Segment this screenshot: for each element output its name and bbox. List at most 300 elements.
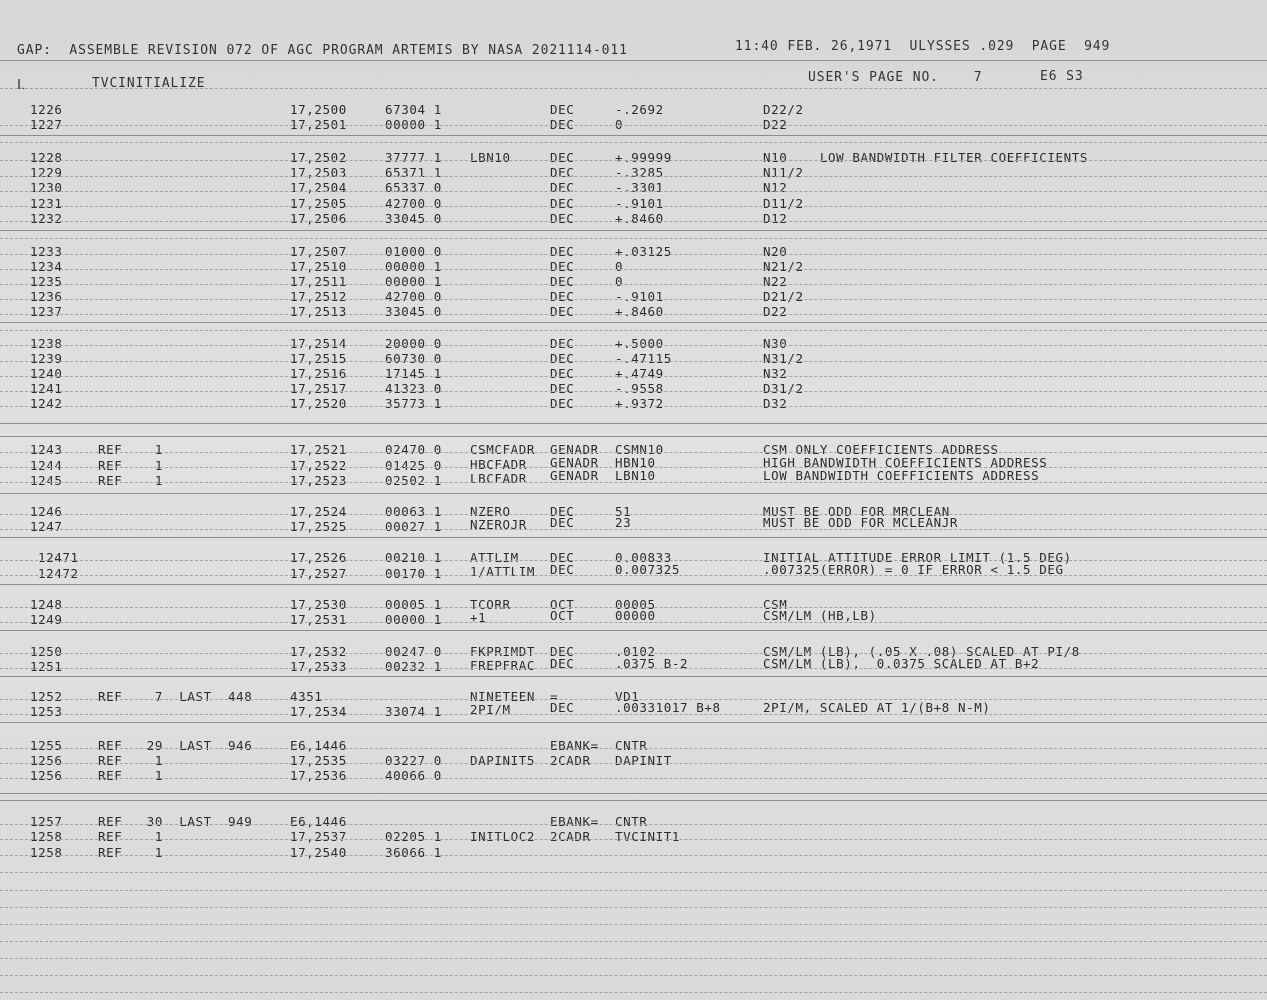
line-operand: +.99999 bbox=[615, 150, 672, 165]
line-label: FREPFRAC bbox=[470, 658, 536, 673]
line-op: DEC bbox=[550, 366, 575, 381]
line-op: GENADR bbox=[550, 468, 599, 483]
line-addr: 17,2523 bbox=[290, 473, 347, 488]
line-label: LBN10 bbox=[470, 150, 511, 165]
line-ref: REF 1 bbox=[98, 458, 164, 473]
form-dashed-rule bbox=[0, 254, 1267, 255]
line-code: 37777 1 bbox=[385, 150, 442, 165]
line-operand: CSMN10 bbox=[615, 442, 664, 457]
line-ref: REF 1 bbox=[98, 829, 164, 844]
line-ref: REF 1 bbox=[98, 845, 164, 860]
form-rule bbox=[0, 537, 1267, 538]
line-operand: .00331017 B+8 bbox=[615, 700, 721, 715]
line-op: DEC bbox=[550, 259, 575, 274]
line-addr: 17,2505 bbox=[290, 196, 347, 211]
form-dashed-rule bbox=[0, 872, 1267, 873]
line-addr: 17,2503 bbox=[290, 165, 347, 180]
line-operand: 51 bbox=[615, 504, 632, 519]
form-dashed-rule bbox=[0, 924, 1267, 925]
line-addr: 17,2504 bbox=[290, 180, 347, 195]
listing-line bbox=[0, 181, 1267, 196]
line-addr: 17,2501 bbox=[290, 117, 347, 132]
line-operand: +.5000 bbox=[615, 336, 664, 351]
line-operand: -.47115 bbox=[615, 351, 672, 366]
form-rule bbox=[0, 436, 1267, 437]
line-line: 1246 bbox=[30, 504, 63, 519]
line-op: DEC bbox=[550, 351, 575, 366]
listing-line bbox=[0, 754, 1267, 769]
listing-line bbox=[0, 382, 1267, 397]
line-line: 1253 bbox=[30, 704, 63, 719]
form-dashed-rule bbox=[0, 763, 1267, 764]
form-dashed-rule bbox=[0, 748, 1267, 749]
line-op: DEC bbox=[550, 656, 575, 671]
line-code: 00000 1 bbox=[385, 259, 442, 274]
line-comment: N20 bbox=[763, 244, 788, 259]
line-addr: E6,1446 bbox=[290, 738, 347, 753]
line-label: +1 bbox=[470, 610, 487, 625]
line-line: 1229 bbox=[30, 165, 63, 180]
line-comment: CSM/LM (LB), 0.0375 SCALED AT B+2 bbox=[763, 656, 1040, 671]
line-op: DEC bbox=[550, 644, 575, 659]
form-dashed-rule bbox=[0, 191, 1267, 192]
form-dashed-rule bbox=[0, 176, 1267, 177]
line-code: 65371 1 bbox=[385, 165, 442, 180]
form-dashed-rule bbox=[0, 314, 1267, 315]
form-dashed-rule bbox=[0, 142, 1267, 143]
line-ref: REF 29 LAST 946 bbox=[98, 738, 253, 753]
listing-line bbox=[0, 352, 1267, 367]
form-dashed-rule bbox=[0, 391, 1267, 392]
listing-header-left: GAP: ASSEMBLE REVISION 072 OF AGC PROGRAM ARTEMIS BY NASA 2021114-011 bbox=[17, 43, 628, 58]
form-rule bbox=[0, 676, 1267, 677]
line-label: 2PI/M bbox=[470, 702, 511, 717]
line-addr: 17,2521 bbox=[290, 442, 347, 457]
form-rule bbox=[0, 423, 1267, 424]
line-op: DEC bbox=[550, 274, 575, 289]
listing-line bbox=[0, 397, 1267, 412]
line-code: 42700 0 bbox=[385, 196, 442, 211]
line-op: DEC bbox=[550, 515, 575, 530]
line-line: 1256 bbox=[30, 753, 63, 768]
line-op: DEC bbox=[550, 165, 575, 180]
line-addr: 17,2510 bbox=[290, 259, 347, 274]
line-operand: DAPINIT bbox=[615, 753, 672, 768]
line-addr: 17,2520 bbox=[290, 396, 347, 411]
line-op: DEC bbox=[550, 211, 575, 226]
listing-line bbox=[0, 830, 1267, 845]
listing-line bbox=[0, 739, 1267, 754]
line-op: DEC bbox=[550, 304, 575, 319]
line-op: EBANK= bbox=[550, 814, 599, 829]
line-code: 36066 1 bbox=[385, 845, 442, 860]
line-code: 00005 1 bbox=[385, 597, 442, 612]
line-line: 1238 bbox=[30, 336, 63, 351]
line-code: 00170 1 bbox=[385, 566, 442, 581]
line-addr: 4351 bbox=[290, 689, 323, 704]
form-dashed-rule bbox=[0, 778, 1267, 779]
line-operand: 0 bbox=[615, 274, 624, 289]
form-dashed-rule bbox=[0, 299, 1267, 300]
line-label: HBCFADR bbox=[470, 457, 527, 472]
line-label: CSMCFADR bbox=[470, 442, 536, 457]
line-code: 00000 1 bbox=[385, 117, 442, 132]
line-code: 41323 0 bbox=[385, 381, 442, 396]
form-dashed-rule bbox=[0, 607, 1267, 608]
line-addr: 17,2532 bbox=[290, 644, 347, 659]
line-operand: TVCINIT1 bbox=[615, 829, 681, 844]
line-code: 00027 1 bbox=[385, 519, 442, 534]
form-rule bbox=[0, 584, 1267, 585]
line-op: DEC bbox=[550, 700, 575, 715]
line-line: 1243 bbox=[30, 442, 63, 457]
line-operand: +.4749 bbox=[615, 366, 664, 381]
form-dashed-rule bbox=[0, 88, 1267, 89]
line-code: 42700 0 bbox=[385, 289, 442, 304]
form-dashed-rule bbox=[0, 824, 1267, 825]
line-addr: 17,2526 bbox=[290, 550, 347, 565]
line-line: 1241 bbox=[30, 381, 63, 396]
line-addr: 17,2516 bbox=[290, 366, 347, 381]
line-line: 1255 bbox=[30, 738, 63, 753]
listing-line bbox=[0, 260, 1267, 275]
line-comment: CSM bbox=[763, 597, 788, 612]
line-op: DEC bbox=[550, 244, 575, 259]
line-comment: D32 bbox=[763, 396, 788, 411]
form-rule bbox=[0, 135, 1267, 136]
form-dashed-rule bbox=[0, 992, 1267, 993]
form-dashed-rule bbox=[0, 958, 1267, 959]
line-op: DEC bbox=[550, 550, 575, 565]
line-code: 00247 0 bbox=[385, 644, 442, 659]
line-comment: N21/2 bbox=[763, 259, 804, 274]
line-op: DEC bbox=[550, 504, 575, 519]
form-rule bbox=[0, 322, 1267, 323]
line-operand: -.9101 bbox=[615, 289, 664, 304]
line-addr: E6,1446 bbox=[290, 814, 347, 829]
line-code: 00000 1 bbox=[385, 274, 442, 289]
line-code: 33045 0 bbox=[385, 211, 442, 226]
listing-line bbox=[0, 151, 1267, 166]
line-addr: 17,2524 bbox=[290, 504, 347, 519]
listing-line bbox=[0, 290, 1267, 305]
line-operand: -.3285 bbox=[615, 165, 664, 180]
form-dashed-rule bbox=[0, 855, 1267, 856]
line-line: 1232 bbox=[30, 211, 63, 226]
line-op: DEC bbox=[550, 150, 575, 165]
line-operand: -.9101 bbox=[615, 196, 664, 211]
form-dashed-rule bbox=[0, 653, 1267, 654]
line-comment: N32 bbox=[763, 366, 788, 381]
line-label: INITLOC2 bbox=[470, 829, 536, 844]
line-operand: -.2692 bbox=[615, 102, 664, 117]
line-line: 12471 bbox=[38, 550, 79, 565]
line-label: NINETEEN bbox=[470, 689, 536, 704]
line-operand: .0102 bbox=[615, 644, 656, 659]
line-addr: 17,2540 bbox=[290, 845, 347, 860]
line-comment: D12 bbox=[763, 211, 788, 226]
line-line: 1245 bbox=[30, 473, 63, 488]
line-comment: N12 bbox=[763, 180, 788, 195]
line-operand: VD1 bbox=[615, 689, 640, 704]
line-code: 20000 0 bbox=[385, 336, 442, 351]
line-comment: 2PI/M, SCALED AT 1/(B+8 N-M) bbox=[763, 700, 991, 715]
line-code: 00000 1 bbox=[385, 612, 442, 627]
line-code: 03227 0 bbox=[385, 753, 442, 768]
line-op: DEC bbox=[550, 562, 575, 577]
line-label: 1/ATTLIM bbox=[470, 564, 536, 579]
line-code: 17145 1 bbox=[385, 366, 442, 381]
line-label: TCORR bbox=[470, 597, 511, 612]
line-comment: N30 bbox=[763, 336, 788, 351]
line-operand: CNTR bbox=[615, 814, 648, 829]
listing-line bbox=[0, 275, 1267, 290]
form-dashed-rule bbox=[0, 206, 1267, 207]
line-operand: CNTR bbox=[615, 738, 648, 753]
line-line: 1226 bbox=[30, 102, 63, 117]
listing-line bbox=[0, 212, 1267, 227]
form-rule bbox=[0, 230, 1267, 231]
form-dashed-rule bbox=[0, 941, 1267, 942]
line-addr: 17,2530 bbox=[290, 597, 347, 612]
form-dashed-rule bbox=[0, 907, 1267, 908]
line-line: 1249 bbox=[30, 612, 63, 627]
line-line: 1240 bbox=[30, 366, 63, 381]
line-op: DEC bbox=[550, 289, 575, 304]
line-operand: +.9372 bbox=[615, 396, 664, 411]
line-comment: N11/2 bbox=[763, 165, 804, 180]
line-line: 1251 bbox=[30, 659, 63, 674]
line-comment: D22 bbox=[763, 117, 788, 132]
form-dashed-rule bbox=[0, 125, 1267, 126]
header-rule bbox=[0, 60, 1267, 61]
line-comment: LOW BANDWIDTH COEFFICIENTS ADDRESS bbox=[763, 468, 1040, 483]
listing-line bbox=[0, 815, 1267, 830]
bank-label: E6 S3 bbox=[1040, 69, 1084, 84]
line-addr: 17,2535 bbox=[290, 753, 347, 768]
line-label: NZEROJR bbox=[470, 517, 527, 532]
line-comment: MUST BE ODD FOR MRCLEAN bbox=[763, 504, 950, 519]
line-comment: INITIAL ATTITUDE ERROR LIMIT (1.5 DEG) bbox=[763, 550, 1072, 565]
line-operand: 0 bbox=[615, 259, 624, 274]
form-rule bbox=[0, 793, 1267, 794]
form-rule bbox=[0, 493, 1267, 494]
users-page-number: USER'S PAGE NO. 7 bbox=[808, 70, 983, 85]
line-comment: D11/2 bbox=[763, 196, 804, 211]
line-op: 2CADR bbox=[550, 829, 591, 844]
listing-line bbox=[0, 515, 1267, 535]
line-operand: -.9558 bbox=[615, 381, 664, 396]
form-dashed-rule bbox=[0, 560, 1267, 561]
line-line: 1237 bbox=[30, 304, 63, 319]
listing-line bbox=[0, 367, 1267, 382]
line-code: 33045 0 bbox=[385, 304, 442, 319]
line-addr: 17,2502 bbox=[290, 150, 347, 165]
column-l-label: L bbox=[17, 78, 26, 93]
line-code: 35773 1 bbox=[385, 396, 442, 411]
listing-line bbox=[0, 305, 1267, 320]
line-ref: REF 1 bbox=[98, 753, 164, 768]
line-label: ATTLIM bbox=[470, 550, 519, 565]
line-addr: 17,2533 bbox=[290, 659, 347, 674]
line-ref: REF 30 LAST 949 bbox=[98, 814, 253, 829]
listing-line bbox=[0, 245, 1267, 260]
listing-line bbox=[0, 197, 1267, 212]
form-dashed-rule bbox=[0, 482, 1267, 483]
routine-name: TVCINITIALIZE bbox=[92, 76, 206, 91]
line-line: 1248 bbox=[30, 597, 63, 612]
form-rule bbox=[0, 800, 1267, 801]
line-addr: 17,2531 bbox=[290, 612, 347, 627]
line-line: 1247 bbox=[30, 519, 63, 534]
form-dashed-rule bbox=[0, 269, 1267, 270]
line-line: 1258 bbox=[30, 845, 63, 860]
form-dashed-rule bbox=[0, 514, 1267, 515]
line-code: 00232 1 bbox=[385, 659, 442, 674]
line-operand: +.8460 bbox=[615, 304, 664, 319]
listing-line bbox=[0, 769, 1267, 784]
line-code: 33074 1 bbox=[385, 704, 442, 719]
line-addr: 17,2537 bbox=[290, 829, 347, 844]
line-operand: 00000 bbox=[615, 608, 656, 623]
line-label: FKPRIMDT bbox=[470, 644, 536, 659]
form-dashed-rule bbox=[0, 975, 1267, 976]
line-code: 02205 1 bbox=[385, 829, 442, 844]
form-dashed-rule bbox=[0, 714, 1267, 715]
form-dashed-rule bbox=[0, 575, 1267, 576]
form-dashed-rule bbox=[0, 529, 1267, 530]
line-line: 1239 bbox=[30, 351, 63, 366]
line-ref: REF 1 bbox=[98, 768, 164, 783]
line-op: DEC bbox=[550, 196, 575, 211]
line-line: 1244 bbox=[30, 458, 63, 473]
line-line: 1234 bbox=[30, 259, 63, 274]
line-addr: 17,2507 bbox=[290, 244, 347, 259]
form-dashed-rule bbox=[0, 238, 1267, 239]
form-dashed-rule bbox=[0, 839, 1267, 840]
line-line: 1252 bbox=[30, 689, 63, 704]
line-op: DEC bbox=[550, 381, 575, 396]
line-line: 1257 bbox=[30, 814, 63, 829]
line-addr: 17,2500 bbox=[290, 102, 347, 117]
line-operand: 0.007325 bbox=[615, 562, 681, 577]
line-ref: REF 1 bbox=[98, 473, 164, 488]
line-label: LBCFADR bbox=[470, 471, 527, 486]
line-ref: REF 7 LAST 448 bbox=[98, 689, 253, 704]
line-comment: CSM/LM (LB), (.05 X .08) SCALED AT PI/8 bbox=[763, 644, 1080, 659]
line-line: 1230 bbox=[30, 180, 63, 195]
line-code: 01425 0 bbox=[385, 458, 442, 473]
line-comment: N10 LOW BANDWIDTH FILTER COEFFICIENTS bbox=[763, 150, 1089, 165]
form-rule bbox=[0, 630, 1267, 631]
form-dashed-rule bbox=[0, 330, 1267, 331]
line-operand: -.3301 bbox=[615, 180, 664, 195]
line-operand: 0 bbox=[615, 117, 624, 132]
line-comment: CSM/LM (HB,LB) bbox=[763, 608, 877, 623]
form-dashed-rule bbox=[0, 699, 1267, 700]
form-dashed-rule bbox=[0, 622, 1267, 623]
line-op: OCT bbox=[550, 597, 575, 612]
line-line: 1242 bbox=[30, 396, 63, 411]
form-dashed-rule bbox=[0, 890, 1267, 891]
line-code: 00210 1 bbox=[385, 550, 442, 565]
line-op: EBANK= bbox=[550, 738, 599, 753]
listing-line bbox=[0, 608, 1267, 628]
listing-line bbox=[0, 846, 1267, 861]
form-dashed-rule bbox=[0, 221, 1267, 222]
line-addr: 17,2511 bbox=[290, 274, 347, 289]
line-operand: 00005 bbox=[615, 597, 656, 612]
line-line: 1228 bbox=[30, 150, 63, 165]
line-code: 67304 1 bbox=[385, 102, 442, 117]
line-comment: N31/2 bbox=[763, 351, 804, 366]
form-dashed-rule bbox=[0, 467, 1267, 468]
line-operand: 23 bbox=[615, 515, 632, 530]
line-op: DEC bbox=[550, 336, 575, 351]
line-code: 01000 0 bbox=[385, 244, 442, 259]
line-code: 00063 1 bbox=[385, 504, 442, 519]
line-line: 1258 bbox=[30, 829, 63, 844]
line-comment: N22 bbox=[763, 274, 788, 289]
line-operand: LBN10 bbox=[615, 468, 656, 483]
line-op: 2CADR bbox=[550, 753, 591, 768]
line-comment: D21/2 bbox=[763, 289, 804, 304]
line-addr: 17,2513 bbox=[290, 304, 347, 319]
line-op: GENADR bbox=[550, 455, 599, 470]
listing-line bbox=[0, 103, 1267, 118]
line-addr: 17,2534 bbox=[290, 704, 347, 719]
form-dashed-rule bbox=[0, 361, 1267, 362]
line-line: 1227 bbox=[30, 117, 63, 132]
listing-line bbox=[0, 505, 1267, 520]
form-dashed-rule bbox=[0, 284, 1267, 285]
listing-line bbox=[0, 700, 1267, 720]
line-comment: .007325(ERROR) = 0 IF ERROR < 1.5 DEG bbox=[763, 562, 1064, 577]
line-comment: CSM ONLY COEFFICIENTS ADDRESS bbox=[763, 442, 999, 457]
line-addr: 17,2517 bbox=[290, 381, 347, 396]
line-addr: 17,2512 bbox=[290, 289, 347, 304]
line-op: DEC bbox=[550, 396, 575, 411]
line-code: 40066 0 bbox=[385, 768, 442, 783]
line-line: 1233 bbox=[30, 244, 63, 259]
line-addr: 17,2522 bbox=[290, 458, 347, 473]
line-op: DEC bbox=[550, 102, 575, 117]
line-operand: +.03125 bbox=[615, 244, 672, 259]
line-operand: .0375 B-2 bbox=[615, 656, 689, 671]
listing-line bbox=[0, 166, 1267, 181]
line-code: 02470 0 bbox=[385, 442, 442, 457]
form-dashed-rule bbox=[0, 376, 1267, 377]
line-comment: D22/2 bbox=[763, 102, 804, 117]
line-op: GENADR bbox=[550, 442, 599, 457]
form-dashed-rule bbox=[0, 160, 1267, 161]
line-operand: 0.00833 bbox=[615, 550, 672, 565]
line-line: 12472 bbox=[38, 566, 79, 581]
line-line: 1250 bbox=[30, 644, 63, 659]
line-addr: 17,2514 bbox=[290, 336, 347, 351]
line-line: 1231 bbox=[30, 196, 63, 211]
form-rule bbox=[0, 722, 1267, 723]
line-line: 1236 bbox=[30, 289, 63, 304]
form-dashed-rule bbox=[0, 345, 1267, 346]
line-addr: 17,2525 bbox=[290, 519, 347, 534]
line-op: = bbox=[550, 689, 559, 704]
line-addr: 17,2515 bbox=[290, 351, 347, 366]
line-line: 1256 bbox=[30, 768, 63, 783]
line-comment: D31/2 bbox=[763, 381, 804, 396]
line-operand: +.8460 bbox=[615, 211, 664, 226]
line-comment: D22 bbox=[763, 304, 788, 319]
